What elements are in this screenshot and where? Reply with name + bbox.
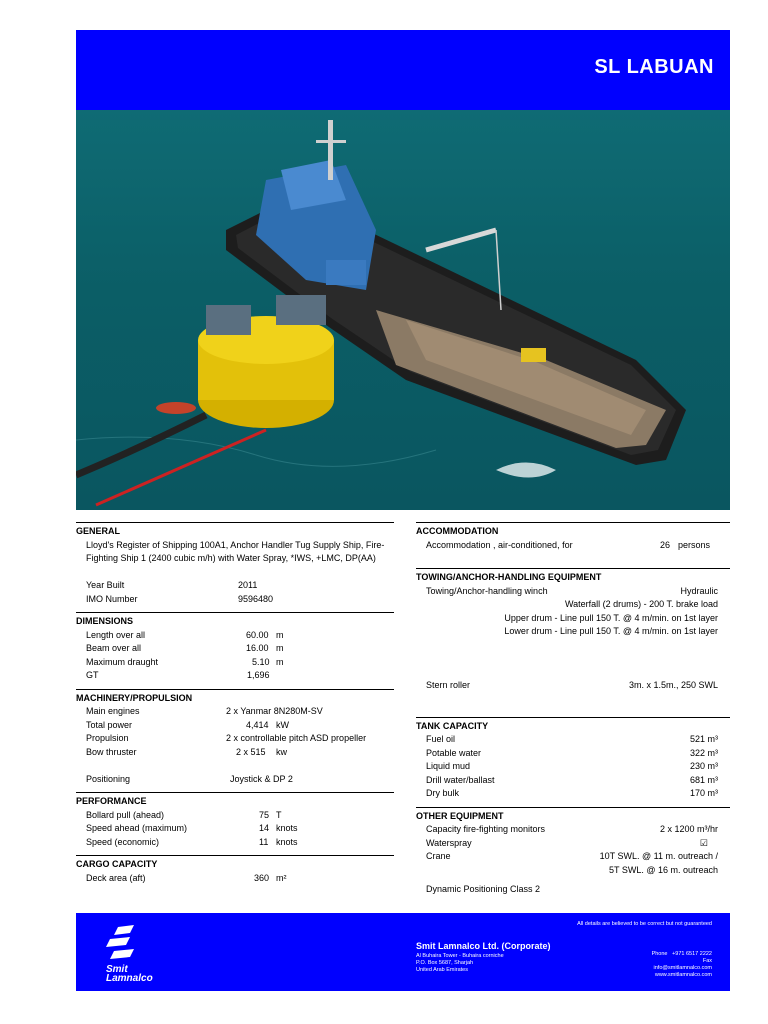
vessel-photo bbox=[76, 110, 730, 510]
dim-value: 1,696 bbox=[247, 670, 270, 680]
positioning-value: Joystick & DP 2 bbox=[230, 773, 293, 784]
logo-line2: Lamnalco bbox=[106, 973, 153, 984]
perf-label: Speed (economic) bbox=[86, 836, 160, 847]
crane-value-line1: 10T SWL. @ 11 m. outreach / bbox=[599, 851, 718, 861]
mach-value: 4,414 bbox=[246, 719, 269, 730]
imo-value: 9596480 bbox=[238, 593, 274, 604]
mach-label: Main engines bbox=[86, 706, 140, 716]
accom-unit: persons bbox=[678, 539, 711, 550]
footer-bar bbox=[76, 913, 730, 991]
general-desc-line1: Lloyd's Register of Shipping 100A1, Anchor Handler Tug Supply Ship, Fire- bbox=[86, 539, 385, 550]
perf-label: Speed ahead (maximum) bbox=[86, 823, 188, 833]
dim-unit: m bbox=[276, 643, 284, 653]
address-line: P.O. Box 5687, Sharjah bbox=[416, 960, 474, 966]
stern-roller-label: Stern roller bbox=[426, 680, 471, 690]
ff-monitors-label: Capacity fire-fighting monitors bbox=[426, 824, 546, 834]
tank-value: 230 m³ bbox=[689, 761, 718, 771]
section-title: PERFORMANCE bbox=[76, 796, 147, 806]
mach-label: Total power bbox=[86, 719, 133, 730]
tank-value: 681 m³ bbox=[689, 774, 718, 785]
crane-value-line2: 5T SWL. @ 16 m. outreach bbox=[608, 864, 718, 875]
winch-label: Towing/Anchor-handling winch bbox=[426, 585, 548, 596]
perf-value: 11 bbox=[259, 836, 269, 847]
accom-value: 26 bbox=[660, 539, 671, 550]
company-address bbox=[416, 953, 504, 974]
accom-label: Accommodation , air-conditioned, for bbox=[426, 539, 573, 550]
section-title: TOWING/ANCHOR-HANDLING EQUIPMENT bbox=[416, 572, 602, 582]
tank-label: Dry bulk bbox=[426, 788, 460, 798]
section-title: GENERAL bbox=[76, 526, 121, 536]
section-title: ACCOMMODATION bbox=[416, 526, 499, 536]
mach-value: 2 x 515 bbox=[236, 746, 266, 757]
dim-label: Maximum draught bbox=[86, 656, 159, 667]
mach-unit: kW bbox=[276, 719, 289, 730]
tank-value: 170 m³ bbox=[689, 788, 718, 798]
checkbox-checked-icon: ☑ bbox=[699, 837, 708, 848]
section-title: DIMENSIONS bbox=[76, 616, 134, 626]
section-dimensions bbox=[76, 612, 394, 689]
dim-unit: m bbox=[276, 629, 284, 640]
dim-value: 60.00 bbox=[246, 629, 269, 640]
dim-value: 5.10 bbox=[252, 656, 270, 667]
cargo-value: 360 bbox=[254, 872, 270, 883]
section-cargo bbox=[76, 855, 394, 885]
mach-unit: kw bbox=[276, 746, 287, 757]
waterspray-label: Waterspray bbox=[426, 837, 472, 848]
winch-value: Hydraulic bbox=[680, 585, 718, 596]
phone-value: +971 6517 2222 bbox=[672, 951, 712, 957]
mach-value: 2 x controllable pitch ASD propeller bbox=[226, 733, 367, 743]
dim-label: Beam over all bbox=[86, 643, 142, 653]
phone-label: Phone bbox=[651, 951, 668, 957]
mach-label: Propulsion bbox=[86, 733, 129, 743]
section-performance bbox=[76, 792, 394, 855]
section-tank bbox=[416, 717, 730, 807]
cargo-unit: m² bbox=[276, 872, 287, 883]
imo-label: IMO Number bbox=[86, 593, 138, 604]
tank-label: Fuel oil bbox=[426, 734, 456, 744]
section-machinery bbox=[76, 689, 394, 793]
tank-label: Liquid mud bbox=[426, 761, 471, 771]
dp-class: Dynamic Positioning Class 2 bbox=[426, 884, 541, 894]
logo-mark-icon bbox=[104, 925, 138, 965]
right-column bbox=[416, 522, 730, 897]
address-line: Al Buhaira Tower - Buhaira corniche bbox=[416, 953, 504, 959]
perf-unit: knots bbox=[276, 836, 298, 847]
cargo-label: Deck area (aft) bbox=[86, 872, 146, 883]
section-title: OTHER EQUIPMENT bbox=[416, 810, 504, 821]
dim-value: 16.00 bbox=[246, 643, 269, 653]
section-title: TANK CAPACITY bbox=[416, 720, 489, 731]
tank-value: 322 m³ bbox=[689, 747, 718, 758]
tank-label: Potable water bbox=[426, 747, 482, 758]
fax-label: Fax bbox=[702, 958, 712, 964]
section-other bbox=[416, 807, 730, 897]
positioning-label: Positioning bbox=[86, 773, 131, 784]
page-title: SL LABUAN bbox=[594, 56, 714, 78]
tank-value: 521 m³ bbox=[689, 734, 718, 744]
general-desc-line2: Fighting Ship 1 (2400 cubic m/h) with Water Spray, *IWS, +LMC, DP(AA) bbox=[86, 553, 376, 563]
dim-label: GT bbox=[86, 670, 99, 680]
header-bar bbox=[76, 30, 730, 110]
section-general bbox=[76, 522, 394, 612]
towing-line3: Lower drum - Line pull 150 T. @ 4 m/min. on 1st layer bbox=[504, 626, 718, 636]
perf-value: 75 bbox=[259, 809, 270, 820]
left-column bbox=[76, 522, 394, 885]
perf-label: Bollard pull (ahead) bbox=[86, 809, 165, 820]
crane-label: Crane bbox=[426, 851, 451, 861]
address-line: United Arab Emirates bbox=[416, 967, 468, 973]
vessel-illustration bbox=[76, 110, 730, 510]
mach-label: Bow thruster bbox=[86, 746, 137, 757]
ff-monitors-value: 2 x 1200 m³/hr bbox=[659, 824, 718, 834]
dim-label: Length over all bbox=[86, 629, 146, 640]
company-name: Smit Lamnalco Ltd. (Corporate) bbox=[416, 941, 551, 951]
perf-value: 14 bbox=[259, 823, 270, 833]
dim-unit: m bbox=[276, 656, 284, 667]
email-link[interactable]: info@smitlamnalco.com bbox=[653, 965, 712, 971]
perf-unit: T bbox=[276, 809, 282, 820]
towing-line1: Waterfall (2 drums) - 200 T. brake load bbox=[564, 599, 718, 609]
mach-value: 2 x Yanmar 8N280M-SV bbox=[226, 706, 323, 716]
tank-label: Drill water/ballast bbox=[426, 774, 495, 785]
logo-wordmark bbox=[106, 965, 153, 983]
logo-line1: Smit bbox=[106, 964, 128, 975]
disclaimer: All details are believed to be correct but not guaranteed bbox=[577, 921, 712, 927]
company-contact bbox=[652, 951, 712, 979]
section-title: CARGO CAPACITY bbox=[76, 859, 158, 869]
stern-roller-value: 3m. x 1.5m., 250 SWL bbox=[628, 680, 718, 690]
section-accommodation bbox=[416, 522, 730, 568]
section-title: MACHINERY/PROPULSION bbox=[76, 692, 193, 703]
year-built-value: 2011 bbox=[238, 580, 258, 590]
section-towing bbox=[416, 568, 730, 717]
website-link[interactable]: www.smitlamnalco.com bbox=[654, 972, 712, 978]
towing-line2: Upper drum - Line pull 150 T. @ 4 m/min. on 1st layer bbox=[504, 612, 718, 623]
year-built-label: Year Built bbox=[86, 580, 125, 590]
perf-unit: knots bbox=[276, 823, 298, 833]
